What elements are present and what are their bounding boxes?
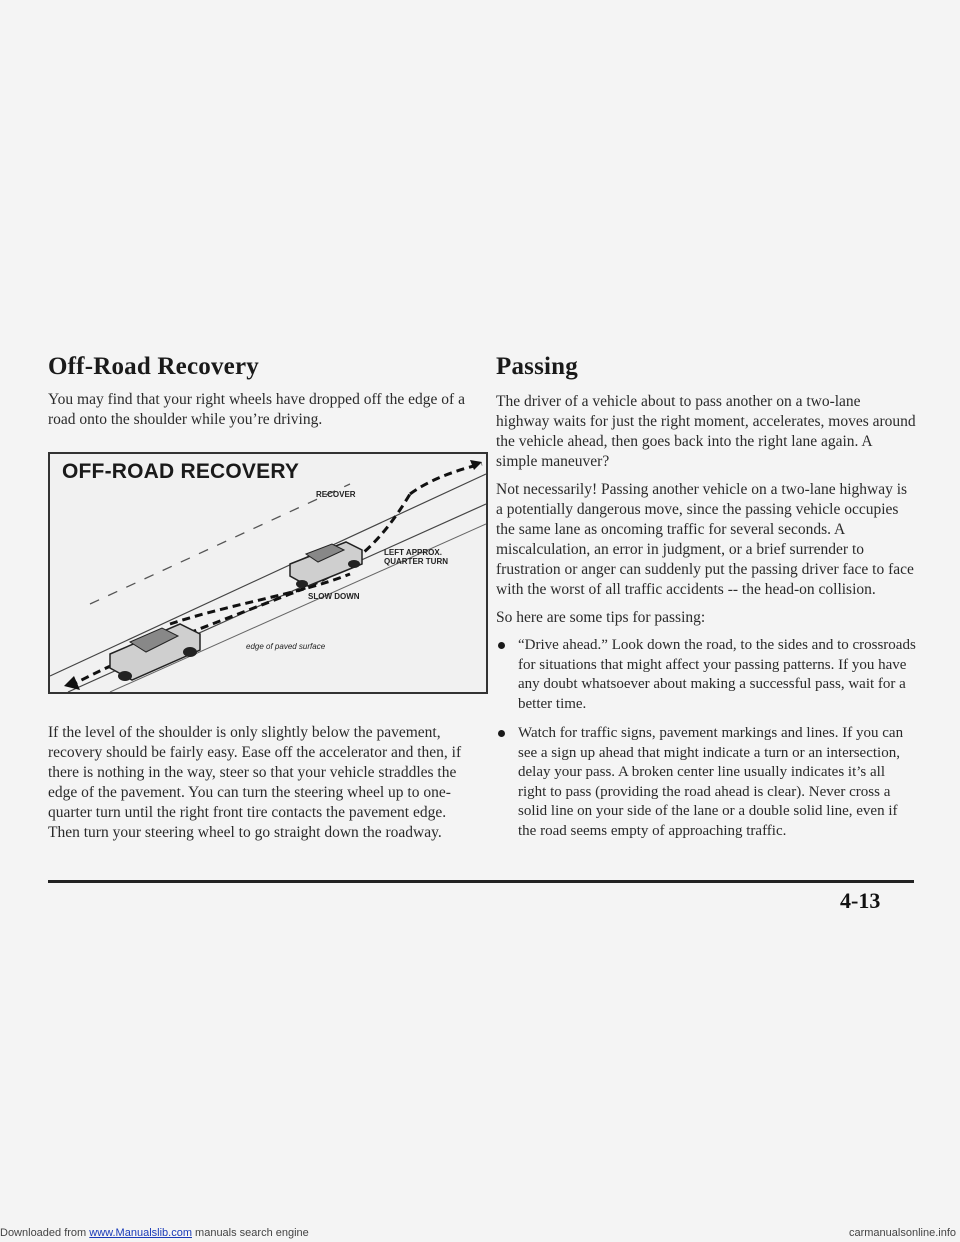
right-column [496, 352, 916, 851]
vehicle-path-recover [410, 464, 482, 494]
list-item [496, 636, 916, 714]
label-edge-of-paved-surface: edge of paved surface [246, 642, 326, 651]
tip-text: “Drive ahead.” Look down the road, to the sides and to crossroads for situations that might affect your passing patterns. If you have any doubt whatsoever about making a successful pass, wait for a better time. [518, 637, 916, 712]
footer-rule [48, 880, 914, 883]
download-footer [0, 1224, 960, 1242]
passing-paragraph-2: Not necessarily! Passing another vehicle on a two-lane highway is a potentially dangerous move, since the passing vehicle occupies the same lane as oncoming traffic for several seconds. A miscalculation, an error in judgment, or a brief surrender to frustration or anger can suddenly put the passing driver face to face with the worst of all traffic accidents -- the head-on collision. [496, 481, 914, 598]
footer-suffix: manuals search engine [191, 1227, 309, 1239]
label-recover: RECOVER [316, 490, 356, 499]
off-road-recovery-illustration [48, 452, 488, 694]
label-left-approx: LEFT APPROX. [384, 548, 442, 557]
bullet-icon [498, 730, 505, 737]
footer-prefix: Downloaded from [0, 1227, 90, 1239]
arrow-head [64, 676, 80, 690]
figure-title: OFF-ROAD RECOVERY [62, 460, 305, 484]
section-title-off-road-recovery: Off-Road Recovery [48, 353, 259, 380]
manualslib-link[interactable]: www.Manualslib.com [89, 1227, 192, 1239]
car-lower [110, 624, 200, 681]
passing-paragraph-3: So here are some tips for passing: [496, 609, 706, 626]
off-road-body-paragraph: If the level of the shoulder is only slightly below the pavement, recovery should be fairly easy. Ease off the accelerator and then, if there is nothing in the way, steer so that your vehicle straddles the edge of the pavement. You can turn the steering wheel up to one-quarter turn until the right front tire contacts the pavement edge. Then turn your steering wheel to go straight down the roadway. [48, 724, 462, 841]
bullet-icon [498, 642, 505, 649]
passing-tips-list [496, 636, 916, 841]
road-diagram [50, 454, 486, 692]
label-quarter-turn: QUARTER TURN [384, 557, 448, 566]
label-slow-down: SLOW DOWN [308, 592, 360, 601]
watermark-site: carmanualsonline.info [848, 1227, 956, 1239]
off-road-intro-paragraph: You may find that your right wheels have dropped off the edge of a road onto the shoulder while you’re driving. [48, 391, 465, 428]
section-title-passing: Passing [496, 353, 578, 380]
tip-text: Watch for traffic signs, pavement markings and lines. If you can see a sign up ahead that might indicate a turn or an intersection, delay your pass. A broken center line usually indicates it’s all right to pass (providing the road ahead is clear). Never cross a solid line on your side of the lane or a double solid line, even if the road seems empty of approaching traffic. [518, 725, 904, 839]
page-number: 4-13 [840, 888, 881, 913]
left-column [48, 352, 468, 430]
list-item [496, 724, 916, 841]
passing-paragraph-1: The driver of a vehicle about to pass another on a two-lane highway waits for just the right moment, accelerates, moves around the vehicle ahead, then goes back into the right lane again. A simple maneuver? [496, 393, 916, 470]
